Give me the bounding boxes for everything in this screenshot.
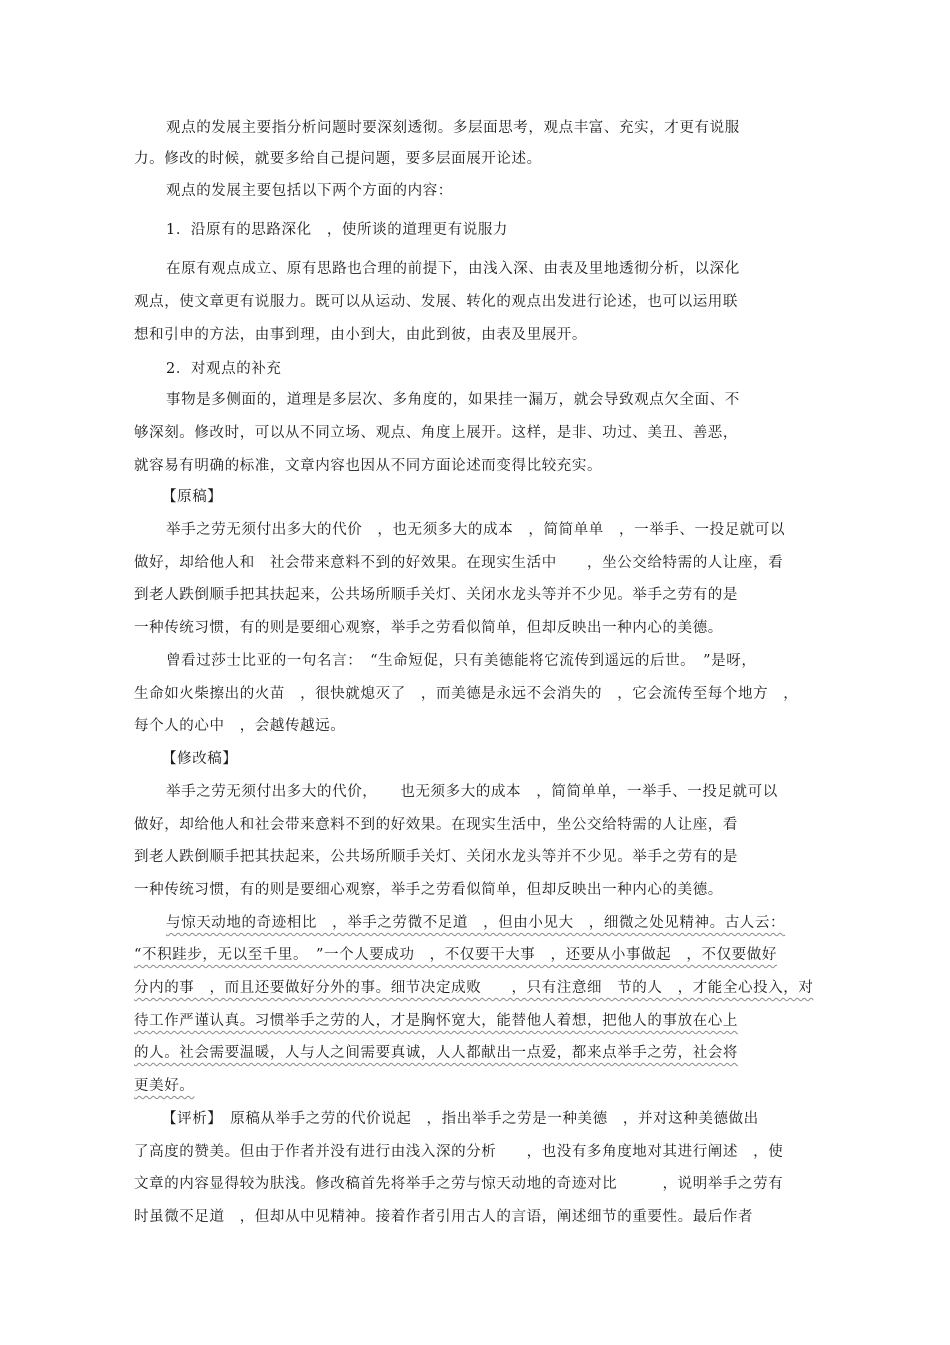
commentary-line-2: 了高度的赞美。但由于作者并没有进行由浅入深的分析 ，也没有多角度地对其进行阐述 ，使 [134,1144,784,1160]
original-line-4: 一种传统习惯，有的则是要细心观察，举手之劳看似简单，但却反映出一种内心的美德。 [134,620,723,636]
section-heading-2: 2．对观点的补充 [166,361,282,377]
original-line-3: 到老人跌倒顺手把其扶起来，公共场所顺手关灯、关闭水龙头等并不少见。举手之劳有的是 [134,587,738,603]
commentary-line-3: 文章的内容显得较为肤浅。修改稿首先将举手之劳与惊天动地的奇迹对比 ，说明举手之劳有 [134,1176,784,1192]
revised-added-line-3: 分内的事 ，而且还要做好分外的事。细节决定成败 ，只有注意细 节的人 ，才能全心投入，对 [134,980,814,996]
intro-line-3: 观点的发展主要包括以下两个方面的内容： [166,183,453,199]
section-1-line-3: 想和引申的方法，由事到理，由小到大，由此到彼，由表及里展开。 [134,327,587,343]
revised-draft-label: 【修改稿】 [162,751,238,767]
revised-added-line-6: 更美好。 [134,1078,195,1094]
revised-line-2: 做好，却给他人和社会带来意料不到的好效果。在现实生活中，坐公交给特需的人让座，看 [134,817,738,833]
revised-added-line-2: “不积跬步，无以至千里。 ”一个人要成功 ，不仅要干大事 ，还要从小事做起 ，不仅要做好 [134,947,777,963]
section-2-line-3: 就容易有明确的标准，文章内容也因从不同方面论述而变得比较充实。 [134,458,603,474]
revised-added-line-5: 的人。社会需要温暖，人与人之间需要真诚，人人都献出一点爱，都来点举手之劳，社会将 [134,1045,738,1061]
section-1-line-2: 观点，使文章更有说服力。既可以从运动、发展、转化的观点出发进行论述，也可以运用联 [134,294,738,310]
commentary-line-4: 时虽微不足道 ，但却从中见精神。接着作者引用古人的言语，阐述细节的重要性。最后作者 [134,1209,754,1225]
revised-line-4: 一种传统习惯，有的则是要细心观察，举手之劳看似简单，但却反映出一种内心的美德。 [134,882,723,898]
revised-line-1: 举手之劳无须付出多大的代价， 也无须多大的成本 ，简简单单，一举手、一投足就可以 [166,784,778,800]
section-2-line-1: 事物是多侧面的，道理是多层次、多角度的，如果挂一漏万，就会导致观点欠全面、不 [166,392,740,408]
original-line-2: 做好，却给他人和 社会带来意料不到的好效果。在现实生活中 ，坐公交给特需的人让座，看 [134,555,784,571]
original-line-7: 每个人的心中 ，会越传越远。 [134,718,346,734]
commentary-line-1: 【评析】 原稿从举手之劳的代价说起 ，指出举手之劳是一种美德 ，并对这种美德做出 [162,1111,759,1127]
intro-line-1: 观点的发展主要指分析问题时要深刻透彻。多层面思考，观点丰富、充实，才更有说服 [166,120,740,136]
revised-line-3: 到老人跌倒顺手把其扶起来，公共场所顺手关灯、关闭水龙头等并不少见。举手之劳有的是 [134,849,738,865]
intro-line-2: 力。修改的时候，就要多给自己提问题，要多层面展开论述。 [134,151,542,167]
revised-added-line-4: 待工作严谨认真。习惯举手之劳的人，才是胸怀宽大，能替他人着想，把他人的事放在心上 [134,1013,738,1029]
section-heading-1: 1．沿原有的思路深化 ，使所谈的道理更有说服力 [166,222,509,238]
section-2-line-2: 够深刻。修改时，可以从不同立场、观点、角度上展开。这样，是非、功过、美丑、善恶， [134,425,738,441]
section-1-line-1: 在原有观点成立、原有思路也合理的前提下，由浅入深、由表及里地透彻分析，以深化 [166,261,740,277]
original-line-1: 举手之劳无须付出多大的代价 ，也无须多大的成本 ，简简单单 ，一举手、一投足就可以 [166,522,786,538]
revised-added-line-1: 与惊天动地的奇迹相比 ，举手之劳微不足道 ，但由小见大 ，细微之处见精神。古人云： [166,915,786,931]
original-draft-label: 【原稿】 [162,489,223,505]
original-line-5: 曾看过莎士比亚的一句名言： “生命短促，只有美德能将它流传到遥远的后世。 ”是呀， [166,653,757,669]
original-line-6: 生命如火柴擦出的火苗 ，很快就熄灭了 ，而美德是永远不会消失的 ，它会流传至每个地方 ， [134,686,799,702]
